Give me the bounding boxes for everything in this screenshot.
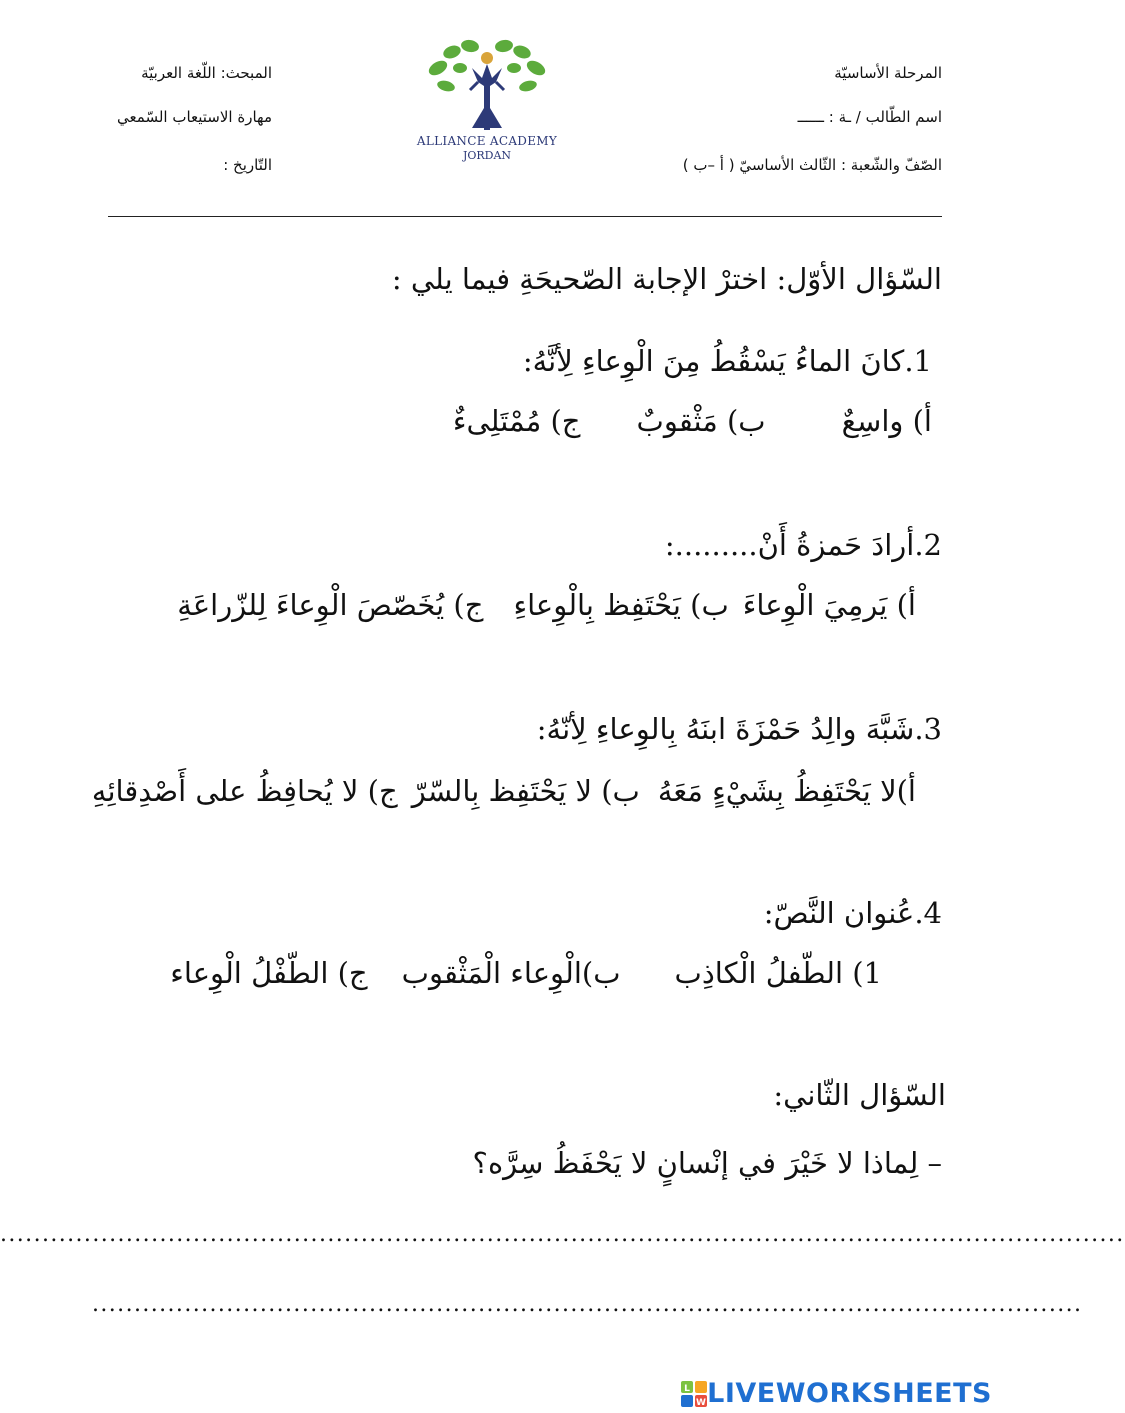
q1-item3-text: شَبَّهَ والِدُ حَمْزَةَ ابنَهُ بِالوِعاءِ لِأنّهُ: [536,712,915,746]
badge-letter-w: W [696,1397,707,1408]
liveworksheets-label: LIVEWORKSHEETS [707,1378,992,1409]
q1-item4-options [170,956,882,990]
q1-item2-option-a[interactable]: أ) يَرمِيَ الْوِعاءَ [742,588,916,622]
subject-label: المبحث: اللّغة العربيّة [141,64,272,82]
q1-item4-number: 4. [914,896,942,930]
q1-item2-option-c[interactable]: ج) يُخَصّصَ الْوِعاءَ لِلزّراعَةِ [177,588,484,622]
liveworksheets-brand [681,1378,992,1409]
q1-item4-option-b[interactable]: ب)الْوِعاء الْمَثْقوب [401,956,621,990]
student-name-field: اسم الطّالب / ـة : ــــــ [797,108,942,126]
tree-logo-icon [412,38,562,134]
logo-text-line1: ALLIANCE ACADEMY [416,134,558,148]
q1-item3-options [92,774,916,808]
q1-item2-text: أرادَ حَمزةُ أَنْ.........: [664,528,915,562]
q1-item1-option-a[interactable]: أ) واسِعٌ [841,404,932,438]
q1-item2-options [177,588,916,622]
q1-item4-option-c[interactable]: ج) الطّفْلُ الْوِعاء [170,956,368,990]
q1-item3-option-a[interactable]: أ)لا يَحْتَفِظُ بِشَيْءٍ مَعَهُ [657,774,916,808]
grade-section-label: الصّفّ والشّعبة : الثّالث الأساسيّ ( أ –ب ) [682,156,942,174]
q1-item1-text: كانَ الماءُ يَسْقُطُ مِنَ الْوِعاءِ لِأنَّهُ: [522,344,905,378]
q1-item2-stem [665,528,942,562]
q1-item4-text: عُنوان النَّصّ: [763,896,915,930]
q1-item1-options [453,404,932,438]
q1-item3-option-b[interactable]: ب) لا يَحْتَفِظ بِالسّرّ [411,774,640,808]
answer-line-1[interactable]: ...................................................................................................................................... [0,1222,1125,1247]
logo-text-line2: JORDAN [462,149,512,162]
question2-title: السّؤال الثّاني: [773,1078,946,1112]
q1-item3-number: 3. [914,712,942,746]
skill-label: مهارة الاستيعاب السّمعي [117,108,272,126]
date-label: التّاريخ : [223,156,272,174]
question2-prompt: – لِماذا لا خَيْرَ في إنْسانٍ لا يَحْفَظُ سِرَّه؟ [472,1146,942,1180]
question1-title: السّؤال الأوّل: اخترْ الإجابة الصّحيحَةِ فيما يلي : [391,262,942,296]
answer-line-2[interactable]: ...................................................................................................................... [92,1292,1083,1317]
q1-item3-stem [537,712,942,746]
q1-item1-number: 1. [904,344,932,378]
q1-item2-option-b[interactable]: ب) يَحْتَفِظ بِالْوِعاءِ [513,588,729,622]
q1-item1-option-c[interactable]: ج) مُمْتَلِىءٌ [452,404,581,438]
school-logo [412,38,562,168]
q1-item2-number: 2. [914,528,942,562]
q1-item3-option-c[interactable]: ج) لا يُحافِظُ على أَصْدِقائِهِ [91,774,398,808]
liveworksheets-logo-icon [681,1381,707,1407]
q1-item4-stem [764,896,942,930]
badge-letter-l: L [684,1383,691,1394]
q1-item1-option-b[interactable]: ب) مَثْقوبٌ [636,404,766,438]
q1-item1-stem [523,344,932,378]
stage-label: المرحلة الأساسيّة [834,64,942,82]
header-divider [108,216,942,217]
q1-item4-option-a[interactable]: 1) الطّفلُ الْكاذِب [674,956,882,990]
